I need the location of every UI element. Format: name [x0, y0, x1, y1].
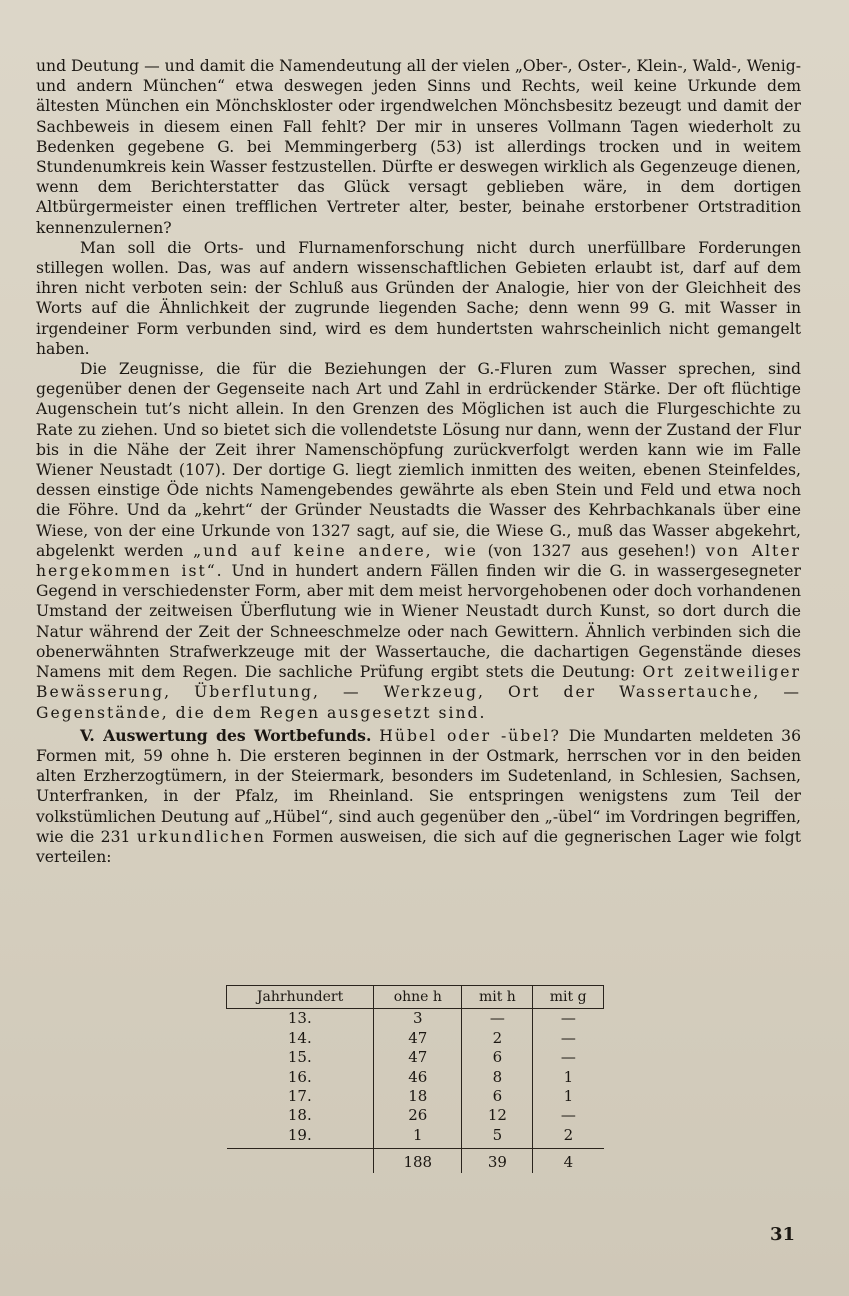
- paragraph-2: Man soll die Orts- und Flurnamenforschung nicht durch unerfüllbare Forderungen stillegen wollen. Das, was auf andern wissenschaftlichen Gebieten erlaubt ist, darf auf dem ihren nicht verboten sein: der Schluß aus Gründen der Analogie, hier von der Gleichheit des Worts auf die Ähnlichkeit der zugrunde liegenden Sache; denn wenn 99 G. mit Wasser in irgendeiner Form verbunden sind, wird es dem hundertsten wahrscheinlich nicht gemangelt haben.: [36, 238, 801, 358]
- table-cell: 47: [374, 1029, 462, 1048]
- table-cell: —: [462, 1009, 533, 1029]
- table-cell: 14.: [287, 1028, 312, 1047]
- total-cell: 39: [462, 1149, 533, 1173]
- quote-spaced: „und auf keine andere, wie: [193, 541, 478, 560]
- table-row: [227, 1009, 604, 1029]
- table-cell: —: [533, 1009, 604, 1029]
- table-cell: 15.: [287, 1048, 312, 1067]
- section-heading: V. Auswertung des Wortbefunds.: [80, 725, 372, 745]
- paragraph-1: und Deutung — und damit die Namendeutung all der vielen „Ober-, Oster-, Klein-, Wald-, Wenig- und andern München“ etwa deswegen jeden Sinns und Rechts, weil keine Urkunde dem ältesten München ein Mönchskloster oder irgendwelchen Mönchsbesitz bezeugt und damit der Sachbeweis in diesem einen Fall fehlt? Der mir in unseres Vollmann Tagen wiederholt zu Bedenken gegebene G. bei Memmingerberg (53) ist allerdings trocken und in weitem Stundenumkreis kein Wasser festzustellen. Dürfte er deswegen wirklich als Gegenzeuge dienen, wenn dem Berichterstatter das Glück versagt geblieben wäre, in dem dortigen Altbürgermeister einen trefflichen Vertreter alter, bester, beinahe erstorbener Ortstradition kennenzulernen?: [36, 57, 801, 237]
- table-cell: 16.: [287, 1067, 312, 1086]
- quote-spaced-end: von Alter hergekommen ist“.: [36, 541, 801, 581]
- header-with-g: mit g: [533, 986, 604, 1009]
- table-cell: 2: [533, 1126, 604, 1149]
- spaced-word: urkundlichen: [136, 827, 266, 846]
- body-text: [36, 56, 801, 867]
- table-cell: 26: [374, 1106, 462, 1125]
- table-cell: 13.: [287, 1009, 312, 1028]
- page-number: 31: [770, 1224, 796, 1245]
- century-table-wrap: [226, 985, 604, 1173]
- conclusion-spaced: Ort zeitweiliger Bewässerung, Überflutung, — Werkzeug, Ort der Wassertauche, — Gegenstände, die dem Regen ausgesetzt sind.: [36, 663, 801, 722]
- table-row: [227, 1029, 604, 1048]
- table-cell: 2: [462, 1029, 533, 1048]
- table-cell: 18: [374, 1087, 462, 1106]
- header-with-h: mit h: [462, 986, 533, 1009]
- total-cell: 4: [533, 1149, 604, 1173]
- paragraph-3-continued: Und in hundert andern Fällen finden wir die G. in wassergesegneter Gegend in verschiedenster Form, aber mit dem meist hervorgehobenen oder doch vorhandenen Umstand der zeitweisen Überflutung wie in Wiener Neustadt durch Kunst, so dort durch die Natur während der Zeit der Schneeschmelze oder nach Gewittern. Ähnlich verbinden sich die obenerwähnten Strafwerkzeuge mit der Wassertauche, die dachartigen Gegenstände dieses Namens mit dem Regen. Die sachliche Prüfung ergibt stets die Deutung:: [36, 562, 801, 682]
- table-cell: 17.: [287, 1087, 312, 1106]
- table-row: [227, 1087, 604, 1106]
- table-cell: 1: [533, 1087, 604, 1106]
- table-row: [227, 1126, 604, 1149]
- table-row: [227, 1106, 604, 1125]
- quote-parenthetical: (von 1327 aus gesehen!): [487, 541, 697, 560]
- table-cell: —: [533, 1106, 604, 1125]
- section-v-paragraph: [36, 726, 801, 867]
- table-cell: —: [533, 1029, 604, 1048]
- total-cell: 188: [374, 1149, 462, 1173]
- section-question: Hübel oder -übel?: [379, 726, 561, 745]
- header-century: Jahrhundert: [227, 986, 374, 1009]
- table-cell: 8: [462, 1068, 533, 1087]
- section-text-end: Formen ausweisen, die sich auf die gegnerischen Lager wie folgt verteilen:: [36, 827, 801, 866]
- section-text: Die Mundarten meldeten 36 Formen mit, 59 ohne h. Die ersteren beginnen in der Ostmark, herrschen vor in den beiden alten Erzherzogtümern, in der Steiermark, besonders im Sudetenland, in Schlesien, Sachsen, Unterfranken, in der Pfalz, im Rheinland. Sie entspringen wenigstens zum Teil der volkstümlichen Deutung auf „Hübel“, sind auch gegenüber den „-übel“ im Vordringen begriffen, wie die 231: [36, 726, 801, 846]
- table-cell: 1: [374, 1126, 462, 1149]
- total-cell: [227, 1149, 374, 1173]
- table-cell: 47: [374, 1048, 462, 1067]
- table-row: [227, 1048, 604, 1067]
- table-cell: 46: [374, 1068, 462, 1087]
- table-cell: 12: [462, 1106, 533, 1125]
- table-cell: 6: [462, 1048, 533, 1067]
- table-cell: 5: [462, 1126, 533, 1149]
- table-cell: 1: [533, 1068, 604, 1087]
- table-cell: 3: [374, 1009, 462, 1029]
- table-cell: 6: [462, 1087, 533, 1106]
- century-table: [226, 985, 604, 1173]
- table-header-row: [227, 986, 604, 1009]
- table-cell: 18.: [287, 1106, 312, 1125]
- paragraph-3-text: Die Zeugnisse, die für die Beziehungen der G.-Fluren zum Wasser sprechen, sind gegenüber denen der Gegenseite nach Art und Zahl in erdrückender Stärke. Der oft flüchtige Augenschein tut’s nicht allein. In den Grenzen des Möglichen ist auch die Flurgeschichte zu Rate zu ziehen. Und so bietet sich die vollendetste Lösung nur dann, wenn der Zustand der Flur bis in die Nähe der Zeit ihrer Namenschöpfung zurückverfolgt werden kann wie im Falle Wiener Neustadt (107). Der dortige G. liegt ziemlich inmitten des weiten, ebenen Steinfeldes, dessen einstige Öde nichts Namengebendes gewährte als eben Stein und Feld und etwa noch die Föhre. Und da „kehrt“ der Gründer Neustadts die Wasser des Kehrbachkanals über eine Wiese, von der eine Urkunde von 1327 sagt, auf sie, die Wiese G., muß das Wasser abgekehrt, abgelenkt werden: [36, 360, 801, 560]
- header-without-h: ohne h: [374, 986, 462, 1009]
- table-cell: —: [533, 1048, 604, 1067]
- table-cell: 19.: [287, 1125, 312, 1144]
- table-row: [227, 1068, 604, 1087]
- table-total-row: [227, 1149, 604, 1173]
- paragraph-3: [36, 359, 801, 723]
